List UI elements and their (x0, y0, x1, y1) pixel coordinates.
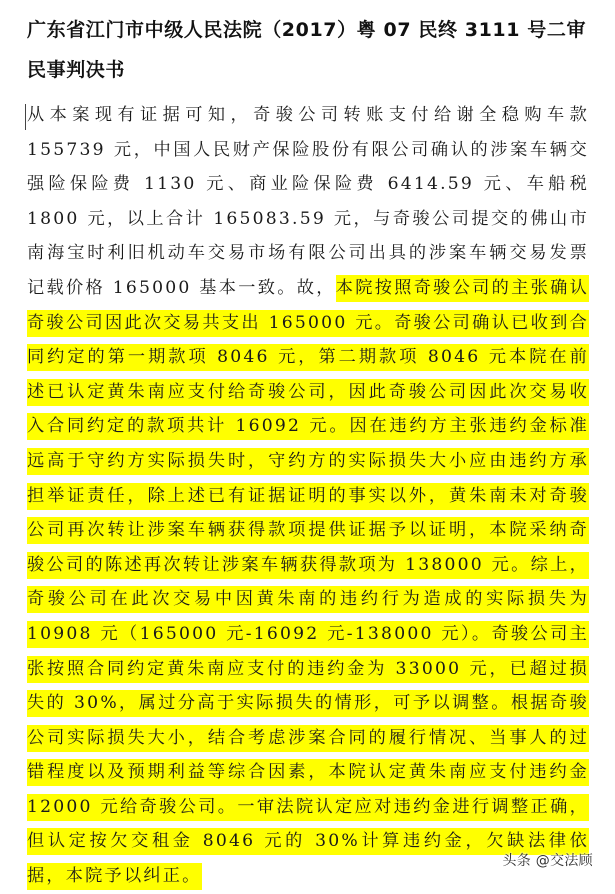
paragraph-plain-text: 从本案现有证据可知，奇骏公司转账支付给谢全稳购车款 155739 元，中国人民财产保险股份有限公司确认的涉案车辆交强险保险费 1130 元、商业险保险费 6414.59 元、车船税 1800 元，以上合计 165083.59 元，与奇骏公司提交的佛山市南海宝时利旧机动车交易市场有限公司出具的涉案车辆交易发票记载价格 165000 基本一致。故， (27, 105, 589, 298)
highlighted-text: 本院按照奇骏公司的主张确认奇骏公司因此次交易共支出 165000 元。奇骏公司确认已收到合同约定的第一期款项 8046 元，第二期款项 8046 元本院在前述已认定黄朱南应支付给奇骏公司，因此奇骏公司因此次交易收入合同约定的款项共计 16092 元。因在违约方主张违约金标准远高于守约方实际损失时，守约方的实际损失大小应由违约方承担举证责任，除上述已有证据证明的事实以外，黄朱南未对奇骏公司再次转让涉案车辆获得款项提供证据予以证明，本院采纳奇骏公司的陈述再次转让涉案车辆获得款项为 138000 元。综上，奇骏公司在此次交易中因黄朱南的违约行为造成的实际损失为 10908 元（165000 元-16092 元-138000 元）。奇骏公司主张按照合同约定黄朱南应支付的违约金为 33000 元，已超过损失的 30%，属过分高于实际损失的情形，可予以调整。根据奇骏公司实际损失大小，结合考虑涉案合同的履行情况、当事人的过错程度以及预期利益等综合因素，本院认定黄朱南应支付违约金 12000 元给奇骏公司。一审法院认定应对违约金进行调整正确，但认定按欠交租金 8046 元的 30%计算违约金，欠缺法律依据，本院予以纠正。 (27, 275, 589, 890)
text-cursor (25, 104, 26, 130)
judgment-paragraph (27, 98, 589, 894)
watermark: 头条 @交法顾 (502, 853, 593, 869)
document-title: 广东省江门市中级人民法院（2017）粤 07 民终 3111 号二审民事判决书 (27, 19, 587, 81)
